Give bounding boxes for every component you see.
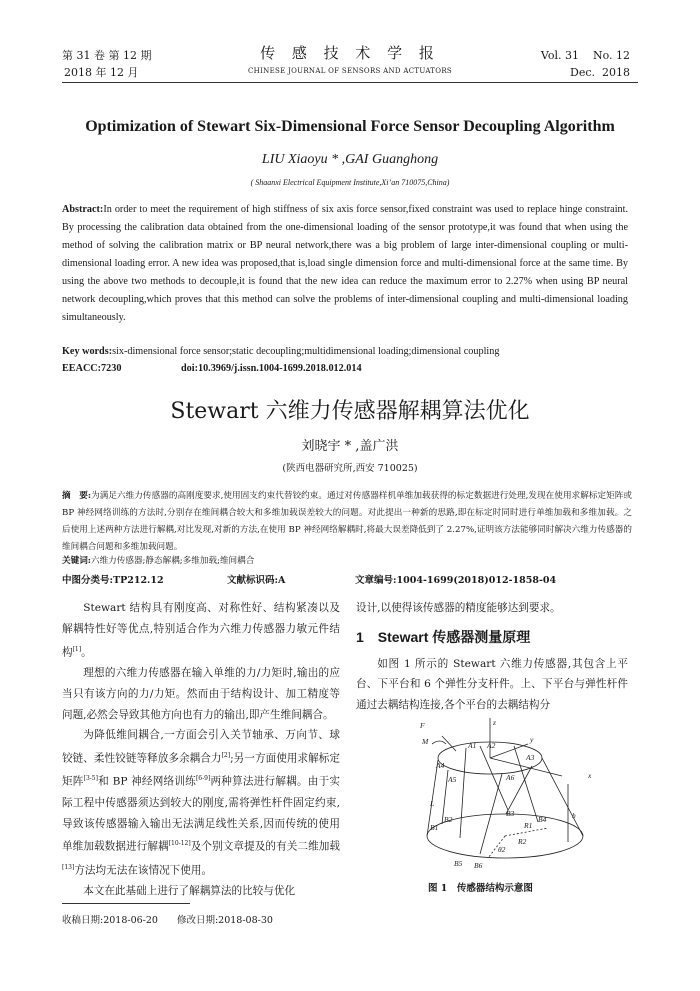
figure-label-r1: R1: [524, 821, 533, 830]
journal-name-en: CHINESE JOURNAL OF SENSORS AND ACTUATORS: [248, 67, 452, 75]
text-span: 和 BP 神经网络训练: [97, 775, 196, 788]
paragraph: [62, 598, 340, 663]
received-dates: 收稿日期:2018-06-20 修改日期:2018-08-30: [62, 915, 273, 926]
figure-label-f: F: [420, 721, 425, 730]
figure-caption: 图 1 传感器结构示意图: [428, 883, 533, 894]
cn-abstract-label: 摘 要:: [62, 491, 92, 501]
text-span: 。: [81, 646, 92, 659]
citation[interactable]: [6-9]: [195, 775, 211, 783]
paragraph: 本文在此基础上进行了解耦算法的比较与优化: [83, 885, 296, 898]
english-title: Optimization of Stewart Six-Dimensional Force Sensor Decoupling Algorithm: [85, 118, 615, 135]
figure-label-b1: B1: [430, 823, 439, 832]
chinese-title: Stewart 六维力传感器解耦算法优化: [170, 399, 530, 424]
text-span: 为降低维间耦合,一方面会引入关节轴承、万向节、球铰链、柔性铰链等释放多余耦合力: [62, 729, 340, 765]
figure-label-b6: B6: [474, 861, 483, 870]
moment-arrow: [432, 741, 446, 744]
figure-label-r2: R2: [518, 837, 527, 846]
text-span: ;另一方面使用求解标定矩阵: [62, 752, 340, 788]
paragraph: [62, 725, 340, 881]
figure-label-b3: B3: [506, 809, 515, 818]
header-date-cn: 2018 年 12 月: [64, 66, 139, 79]
paragraph: 如图 1 所示的 Stewart 六维力传感器,其包含上平台、下平台和 6 个弹性分支杆件。上、下平台与弹性杆件通过去耦结构连接,各个平台的去耦结构分: [356, 657, 628, 712]
citation[interactable]: [13]: [62, 863, 75, 871]
figure-label-z: z: [493, 718, 496, 727]
citation[interactable]: [3-5]: [83, 775, 98, 783]
section-heading: 1 Stewart 传感器测量原理: [356, 628, 531, 645]
journal-name-cn: 传 感 技 术 学 报: [260, 44, 440, 62]
header-divider: [62, 82, 638, 83]
cn-keywords-label: 关键词:: [62, 556, 91, 566]
header-vol-cn: 第 31 卷 第 12 期: [62, 49, 152, 62]
body-column-right: [356, 598, 628, 716]
abstract-label: Abstract:: [62, 204, 104, 215]
paragraph: 设计,以使得该传感器的精度能够达到要求。: [356, 602, 561, 614]
text-span: 两种算法进行解耦。由于实际工程中传感器须达到较大的刚度,需将弹性杆件固定约束,导致该传感器输入输出无法满足线性关系,因而传统的使用单维加载数据进行解耦: [62, 775, 340, 853]
citation[interactable]: [10-12]: [168, 840, 191, 848]
abstract-text: In order to meet the requirement of high stiffness of six axis force sensor,fixed constraint was used to replace hinge constraint. By processing the calibration data obtained from the one-dimensional loading of the sensor prototype,it was found that when using the method of solving the calibration matrix or BP neural network,there was a big problem of large inter-dimensional coupling or multi-dimensional loading error. A new idea was proposed,that is,load single dimension force and multi-dimensional force at the same time. By using the above two methods to decouple,it is found that the new idea can reduce the maximum error to 2.27% when using BP neural network decoupling,which proves that this method can solve the problems of inter-dimensional coupling and multi-dimensional loading simultaneously.: [62, 204, 628, 323]
footnote-divider: [62, 903, 190, 904]
figure-label-b4: B4: [538, 815, 547, 824]
figure-label-a4: A4: [436, 761, 445, 770]
eeacc-code: EEACC:7230: [62, 363, 122, 374]
figure-label-a3: A3: [526, 753, 535, 762]
header-date-en: Dec. 2018: [570, 66, 630, 79]
chinese-abstract: [62, 488, 632, 556]
doi[interactable]: doi:10.3969/j.issn.1004-1699.2018.012.014: [181, 363, 362, 374]
y-axis: [490, 744, 528, 758]
chinese-affiliation: (陕西电器研究所,西安 710025): [282, 463, 418, 474]
header-vol-en: Vol. 31 No. 12: [540, 49, 630, 62]
keywords-text: six-dimensional force sensor;static decoupling;multidimensional loading;dimensional coupling: [112, 346, 500, 357]
cn-keywords-text: 六维力传感器;静态解耦;多维加载;维间耦合: [90, 556, 255, 566]
figure-label-b5: B5: [454, 859, 463, 868]
english-authors: LIU Xiaoyu * ,GAI Guanghong: [261, 152, 439, 167]
figure-label-h: h: [572, 811, 576, 820]
chinese-authors: 刘晓宇 * ,盖广洪: [301, 439, 399, 454]
text-span: 及个别文章提及的有关二维加载: [190, 840, 341, 853]
figure-label-a1: A1: [468, 741, 477, 750]
english-abstract: [62, 201, 628, 327]
citation[interactable]: [1]: [72, 645, 82, 653]
figure-label-y: y: [530, 735, 534, 744]
figure-label-l: L: [430, 799, 435, 808]
header-volume-en: [541, 47, 630, 81]
english-affiliation: ( Shaanxi Electrical Equipment Institute,Xi’an 710075,China): [250, 178, 450, 187]
force-arrow: [442, 736, 456, 751]
cn-abstract-text: 为满足六维力传感器的高刚度要求,使用固支约束代替铰约束。通过对传感器样机单维加载获得的标定数据进行处理,发现在使用求解标定矩阵或 BP 神经网络训练的方法时,分别存在维间耦合较大和多维加载误差较大的问题。对此提出一种新的思路,即在标定时同时进行单维加载和多维加载。之后使用上述两种方法进行解耦,对比发现,对新的方法,在使用 BP 神经网络解耦时,将最大误差降低到了 2.27%,证明该方法能够同时解决六维力传感器的维间耦合问题和多维加载问题。: [62, 491, 632, 552]
citation[interactable]: [2]: [221, 752, 231, 760]
figure-label-a6: A6: [506, 773, 515, 782]
keywords-label: Key words:: [62, 346, 113, 357]
body-column-left: [62, 598, 340, 902]
english-keywords: [62, 346, 638, 357]
leg: [480, 746, 508, 810]
figure-label-a2: A2: [487, 741, 496, 750]
article-number: 文章编号:1004-1699(2018)012-1858-04: [355, 575, 557, 586]
cylinder-edge: [542, 758, 583, 836]
figure-label-theta2: θ2: [498, 845, 506, 854]
figure-stewart-structure: [410, 718, 600, 874]
chinese-keywords: [62, 554, 254, 566]
figure-label-a5: A5: [448, 775, 457, 784]
figure-label-b2: B2: [444, 815, 453, 824]
figure-label-x: x: [588, 771, 592, 780]
document-code: 文献标识码:A: [227, 575, 286, 586]
figure-label-m: M: [422, 737, 429, 746]
leg: [460, 748, 466, 838]
text-span: Stewart 结构具有刚度高、对称性好、结构紧凑以及解耦特性好等优点,特别适合作为六维力传感器力敏元件结构: [62, 602, 340, 659]
paragraph: 理想的六维力传感器在输入单维的力/力矩时,输出的应当只有该方向的力/力矩。然而由于结构设计、加工精度等问题,必然会导致其他方向也有力的输出,即产生维间耦合。: [62, 666, 340, 721]
text-span: 方法均无法在该情况下使用。: [74, 864, 213, 877]
clc-number: 中图分类号:TP212.12: [62, 575, 164, 586]
